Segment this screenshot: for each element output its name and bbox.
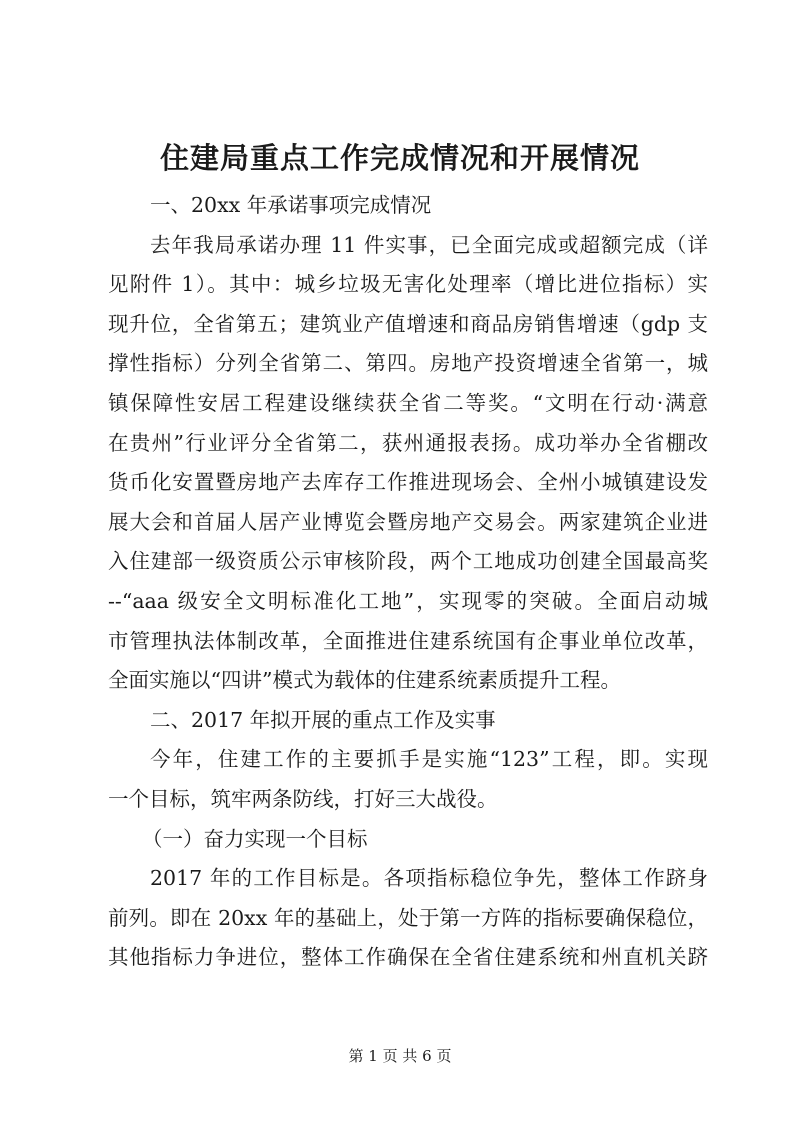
section-heading-1: 一、20xx 年承诺事项完成情况	[150, 193, 432, 217]
paragraph-line: 全面实施以“四讲”模式为载体的住建系统素质提升工程。	[108, 668, 621, 693]
document-body	[108, 186, 708, 978]
paragraph-line: 其他指标力争进位，整体工作确保在全省住建系统和州直机关跻	[108, 945, 708, 970]
paragraph-line: 镇保障性安居工程建设继续获全省二等奖。“文明在行动·满意	[108, 390, 708, 415]
paragraph-line: --“aaa 级安全文明标准化工地”，实现零的突破。全面启动城	[108, 588, 708, 613]
paragraph-line: 市管理执法体制改革，全面推进住建系统国有企事业单位改革，	[108, 628, 708, 653]
paragraph-line: 入住建部一级资质公示审核阶段，两个工地成功创建全国最高奖	[108, 549, 708, 574]
paragraph-line: 去年我局承诺办理 11 件实事，已全面完成或超额完成（详	[150, 232, 708, 257]
paragraph-line: 撑性指标）分列全省第二、第四。房地产投资增速全省第一，城	[108, 351, 708, 376]
paragraph-line: 货币化安置暨房地产去库存工作推进现场会、全州小城镇建设发	[108, 470, 708, 495]
paragraph-line: 展大会和首届人居产业博览会暨房地产交易会。两家建筑企业进	[108, 509, 708, 534]
paragraph-line: 2017 年的工作目标是。各项指标稳位争先，整体工作跻身	[150, 866, 708, 891]
subsection-heading: （一）奋力实现一个目标	[142, 826, 368, 851]
paragraph-line: 在贵州”行业评分全省第二，获州通报表扬。成功举办全省棚改	[108, 430, 708, 455]
page-number-footer: 第 1 页 共 6 页	[348, 1047, 452, 1065]
document-title: 住建局重点工作完成情况和开展情况	[159, 141, 640, 175]
paragraph-line: 今年，住建工作的主要抓手是实施“123”工程，即。实现	[150, 747, 708, 772]
paragraph-line: 一个目标，筑牢两条防线，打好三大战役。	[108, 786, 498, 811]
section-heading-2: 二、2017 年拟开展的重点工作及实事	[150, 707, 496, 732]
paragraph-line: 见附件 1）。其中：城乡垃圾无害化处理率（增比进位指标）实	[108, 272, 708, 297]
paragraph-line: 前列。即在 20xx 年的基础上，处于第一方阵的指标要确保稳位，	[108, 905, 708, 930]
paragraph-line: 现升位，全省第五；建筑业产值增速和商品房销售增速（gdp 支	[108, 311, 708, 336]
